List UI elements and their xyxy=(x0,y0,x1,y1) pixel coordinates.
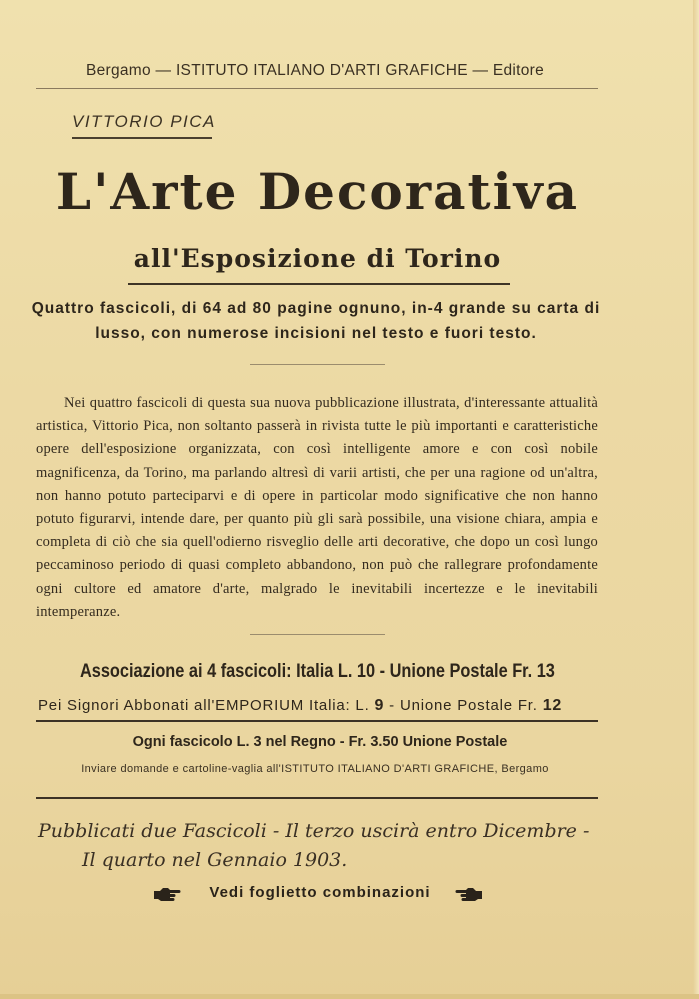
author-name: VITTORIO PICA xyxy=(72,112,216,131)
top-divider xyxy=(36,88,598,89)
subscriber-separator: - xyxy=(389,697,395,714)
publication-status xyxy=(38,817,618,875)
subscriber-italia-price: 9 xyxy=(374,697,385,714)
page-subtitle: all'Esposizione di Torino xyxy=(133,244,502,273)
price-divider xyxy=(36,720,598,722)
subscriber-postale-price: 12 xyxy=(542,697,563,714)
subscriber-postale-label: Unione Postale Fr. xyxy=(399,697,538,714)
section-divider xyxy=(250,364,385,365)
publisher-line: Bergamo — ISTITUTO ITALIANO D'ARTI GRAFICHE — Editore xyxy=(85,62,545,79)
subscriber-prefix: Pei Signori Abbonati all'EMPORIUM Italia: L. xyxy=(38,697,370,714)
intro-description: Quattro fascicoli, di 64 ad 80 pagine ognuno, in-4 grande su carta di lusso, con numerose incisioni nel testo e fuori testo. xyxy=(31,300,601,342)
bottom-divider xyxy=(36,797,598,799)
see-combinations-note: Vedi foglietto combinazioni xyxy=(209,884,431,901)
publication-status-line-1: Pubblicati due Fascicoli - Il terzo uscirà entro Dicembre - xyxy=(38,820,590,842)
subscription-price: Associazione ai 4 fascicoli: Italia L. 10 - Unione Postale Fr. 13 xyxy=(79,661,555,682)
publication-status-line-2: Il quarto nel Gennaio 1903. xyxy=(82,849,348,871)
author-underline xyxy=(72,137,212,139)
pointing-hand-left-icon xyxy=(455,886,483,902)
order-instructions: Inviare domande e cartoline-vaglia all'ISTITUTO ITALIANO D'ARTI GRAFICHE, Bergamo xyxy=(81,763,549,775)
subscriber-price-line xyxy=(38,697,600,715)
subtitle-underline xyxy=(128,283,510,285)
section-divider xyxy=(250,634,385,635)
single-issue-price: Ogni fascicolo L. 3 nel Regno - Fr. 3.50 Unione Postale xyxy=(132,734,508,750)
body-paragraph: Nei quattro fascicoli di questa sua nuova pubblicazione illustrata, d'interessante attualità artistica, Vittorio Pica, non soltanto passerà in rivista tutte le più importanti e caratteristiche opere dell'esposizione organizzata, con così intelligente amore e con così nobile magnificenza, da Torino, ma parlando altresì di varii artisti, che per una ragione od un'altra, non hanno potuto parteciparvi e di opere in particolar modo significative che non hanno potuto figurarvi, intende dare, per quanto più gli sarà possibile, una visione chiara, ampia e completa di ciò che sia quell'odierno risveglio delle arti decorative, che dopo un così lungo peccaminoso periodo di quasi completo abbandono, non può che rallegrare profondamente ogni cultore ed amatore d'arte, malgrado le inevitabili incertezze e le inevitabili intemperanze. xyxy=(36,395,598,620)
page-title: L'Arte Decorativa xyxy=(55,162,580,221)
